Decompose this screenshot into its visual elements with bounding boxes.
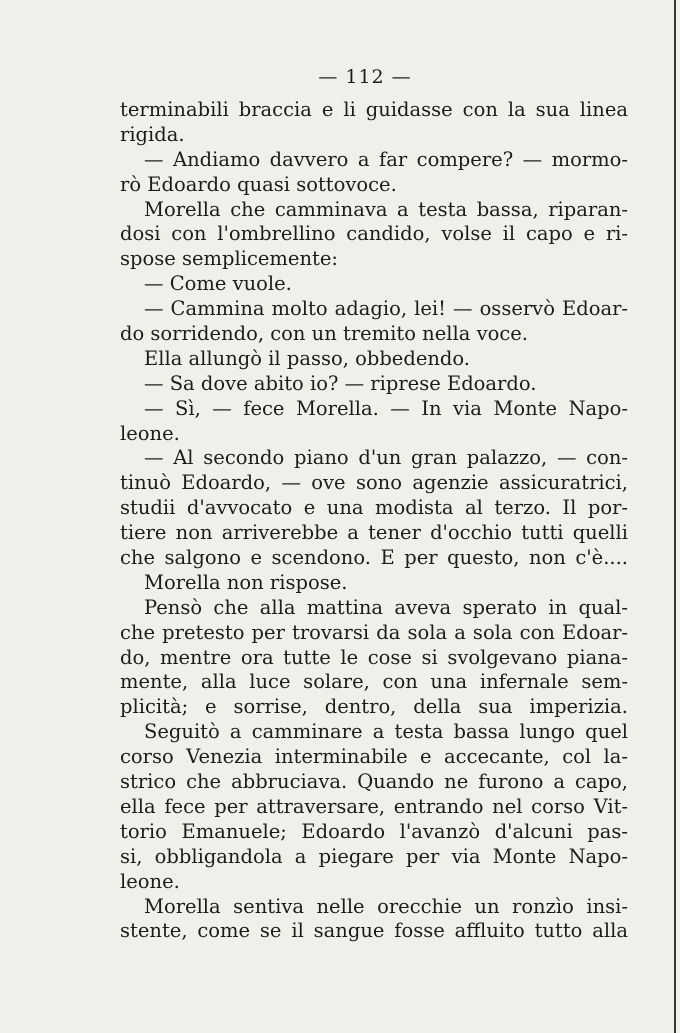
text-line: — Sa dove abito io? — riprese Edoardo. xyxy=(144,371,537,395)
text-line: dosi con l'ombrellino candido, volse il capo e ri- xyxy=(120,222,628,246)
text-line: strico che abbruciava. Quando ne furono a capo, xyxy=(120,770,628,794)
text-line: Ella allungò il passo, obbedendo. xyxy=(144,346,471,370)
text-line: — Al secondo piano d'un gran palazzo, — con- xyxy=(144,446,628,470)
text-line: studii d'avvocato e una modista al terzo. Il por- xyxy=(120,496,628,520)
text-line: Morella sentiva nelle orecchie un ronzìo insi- xyxy=(144,894,628,918)
text-line: torio Emanuele; Edoardo l'avanzò d'alcuni pas- xyxy=(120,819,628,843)
page-edge xyxy=(674,0,676,1033)
text-line: che pretesto per trovarsi da sola a sola con Edoar- xyxy=(120,620,628,644)
body-text xyxy=(120,98,628,944)
text-line: Morella non rispose. xyxy=(144,570,348,594)
text-line: leone. xyxy=(120,869,180,893)
text-line: stente, come se il sangue fosse affluito tutto alla xyxy=(120,919,628,943)
text-line: — Sì, — fece Morella. — In via Monte Napo- xyxy=(144,396,628,420)
text-line: tiere non arriverebbe a tener d'occhio tutti quelli xyxy=(120,521,628,545)
text-line: do sorridendo, con un tremito nella voce. xyxy=(120,322,528,346)
text-line: plicità; e sorrise, dentro, della sua imperizia. xyxy=(120,695,628,719)
text-line: spose semplicemente: xyxy=(120,247,338,271)
text-line: — Cammina molto adagio, lei! — osservò Edoar- xyxy=(144,297,628,321)
text-line: Pensò che alla mattina aveva sperato in qual- xyxy=(144,595,628,619)
text-line: — Andiamo davvero a far compere? — mormo- xyxy=(144,147,628,171)
text-line: Morella che camminava a testa bassa, riparan- xyxy=(144,197,628,221)
text-line: mente, alla luce solare, con una infernale sem- xyxy=(120,670,628,694)
text-line: Seguitò a camminare a testa bassa lungo quel xyxy=(144,720,628,744)
text-line: leone. xyxy=(120,421,180,445)
text-line: rò Edoardo quasi sottovoce. xyxy=(120,172,397,196)
text-line: — Come vuole. xyxy=(144,272,292,296)
text-line: ella fece per attraversare, entrando nel corso Vit- xyxy=(120,794,628,818)
text-line: tinuò Edoardo, — ove sono agenzie assicuratrici, xyxy=(120,471,628,495)
text-line: corso Venezia interminabile e accecante, col la- xyxy=(120,745,628,769)
page-number: — 112 — xyxy=(318,66,412,88)
text-line: terminabili braccia e li guidasse con la sua linea xyxy=(120,98,628,121)
text-line: si, obbligandola a piegare per via Monte Napo- xyxy=(120,844,628,868)
text-line: do, mentre ora tutte le cose si svolgevano piana- xyxy=(120,645,628,669)
text-line: che salgono e scendono. E per questo, non c'è.... xyxy=(120,546,628,570)
text-line: rigida. xyxy=(120,122,185,146)
